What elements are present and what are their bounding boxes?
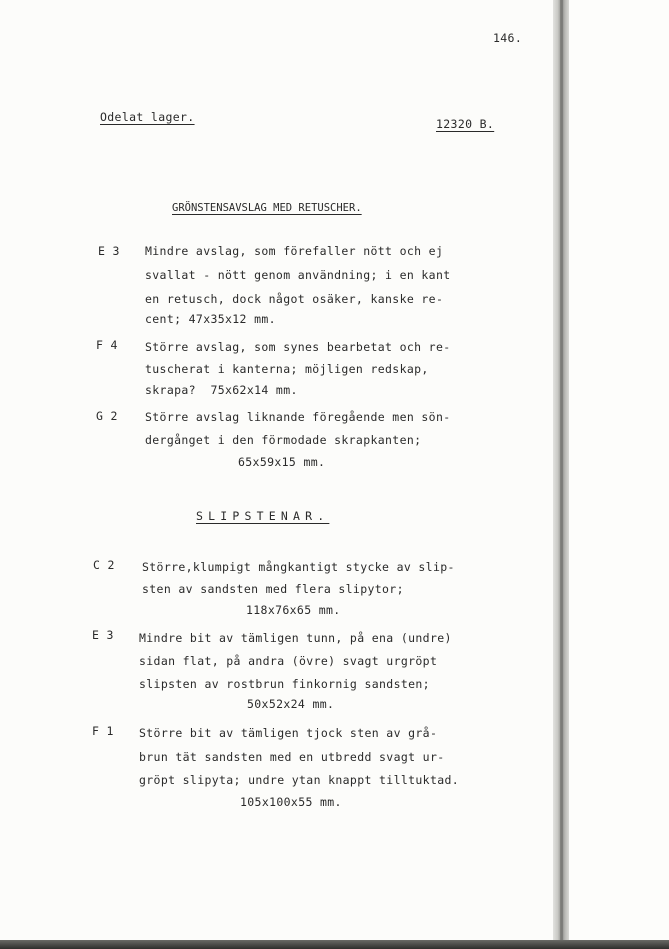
binding-shadow — [560, 0, 563, 949]
entry-line: Mindre avslag, som förefaller nött och ej — [145, 244, 444, 258]
entry-line: sten av sandsten med flera slipytor; — [142, 582, 404, 596]
entry-line: brun tät sandsten med en utbredd svagt ur- — [139, 750, 445, 764]
entry-line: 118x76x65 mm. — [246, 603, 341, 617]
entry-line: en retusch, dock något osäker, kanske re- — [145, 292, 444, 306]
entry-line: Större,klumpigt mångkantigt stycke av slip- — [142, 560, 455, 574]
entry-line: skrapa? 75x62x14 mm. — [145, 383, 298, 397]
entry-line: 50x52x24 mm. — [247, 697, 335, 711]
header-left: Odelat lager. — [100, 110, 195, 124]
page-number: 146. — [493, 31, 523, 45]
section-heading-slipstenar: SLIPSTENAR. — [196, 509, 330, 523]
entry-code: E 3 — [92, 628, 114, 642]
entry-line: Större bit av tämligen tjock sten av grå- — [139, 726, 438, 740]
entry-line: 65x59x15 mm. — [238, 455, 326, 469]
entry-line: gröpt slipyta; undre ytan knappt tilltuktad. — [139, 773, 460, 787]
entry-code: G 2 — [96, 409, 118, 423]
entry-line: tuscherat i kanterna; möjligen redskap, — [145, 362, 429, 376]
entry-line: dergånget i den förmodade skrapkanten; — [145, 433, 422, 447]
entry-line: sidan flat, på andra (övre) svagt urgröpt — [139, 654, 438, 668]
entry-code: F 1 — [92, 724, 114, 738]
entry-line: slipsten av rostbrun finkornig sandsten; — [139, 677, 430, 691]
entry-code: C 2 — [93, 558, 115, 572]
entry-line: Större avslag liknande föregående men sön- — [145, 410, 451, 424]
entry-line: 105x100x55 mm. — [240, 795, 342, 809]
entry-line: cent; 47x35x12 mm. — [145, 312, 276, 326]
entry-code: E 3 — [98, 244, 120, 258]
header-right: 12320 B. — [436, 117, 495, 131]
entry-code: F 4 — [96, 338, 118, 352]
entry-line: Mindre bit av tämligen tunn, på ena (undre) — [139, 631, 452, 645]
scan-bottom-edge — [0, 940, 669, 949]
entry-line: Större avslag, som synes bearbetat och re- — [145, 340, 451, 354]
entry-line: svallat - nött genom användning; i en kant — [145, 268, 451, 282]
scan-margin — [569, 0, 669, 949]
section-heading-gronstensavslag: GRÖNSTENSAVSLAG MED RETUSCHER. — [172, 202, 362, 214]
